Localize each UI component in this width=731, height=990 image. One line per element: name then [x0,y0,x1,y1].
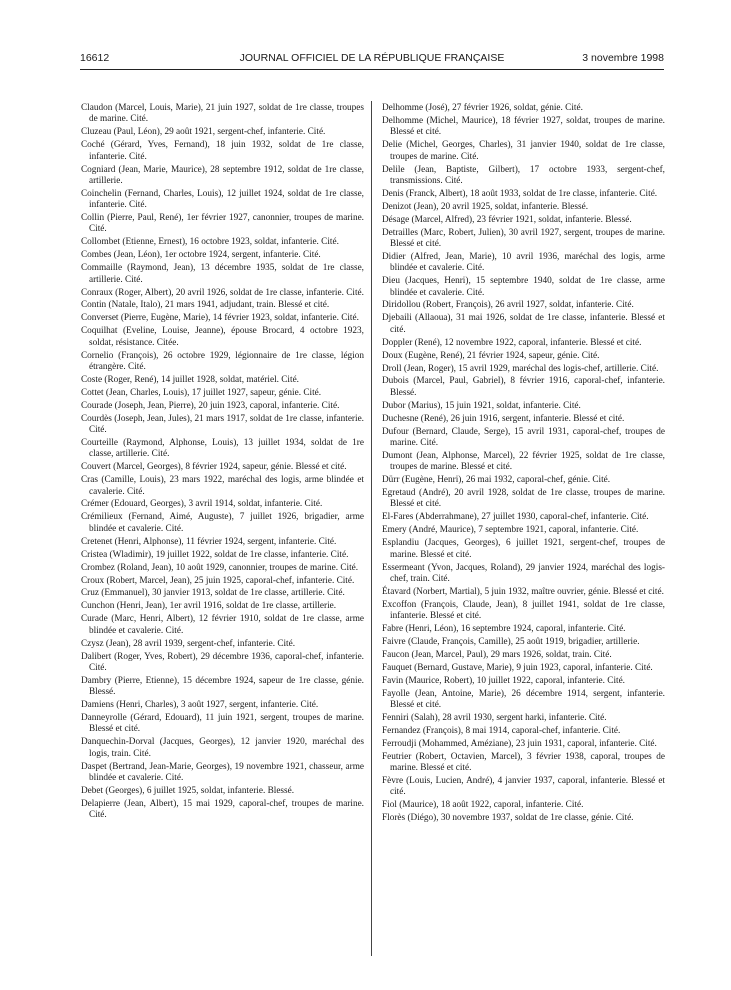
list-item: Collin (Pierre, Paul, René), 1er février 1927, canonnier, troupes de marine. Cité. [81,213,364,235]
column-divider [371,101,372,956]
list-item: Dalibert (Roger, Yves, Robert), 29 décembre 1936, caporal-chef, infanterie. Cité. [81,651,364,673]
list-item: Commaille (Raymond, Jean), 13 décembre 1935, soldat de 1re classe, artillerie. Cité. [81,263,364,285]
list-item: Crémilieux (Fernand, Aimé, Auguste), 7 juillet 1926, brigadier, arme blindée et cavalerie. Cité. [81,512,364,534]
list-item: Crémer (Edouard, Georges), 3 avril 1914, soldat, infanterie. Cité. [81,499,323,510]
list-item: Coquilhat (Eveline, Louise, Jeanne), épouse Brocard, 4 octobre 1923, soldat, résistance. Citée. [81,326,364,348]
list-item: Fiol (Maurice), 18 août 1922, caporal, infanterie. Cité. [382,800,584,811]
list-item: Fernandez (François), 8 mai 1914, caporal-chef, infanterie. Cité. [382,725,621,736]
list-item: Fabre (Henri, Léon), 16 septembre 1924, caporal, infanterie. Cité. [382,624,626,635]
list-item: Fayolle (Jean, Antoine, Marie), 26 décembre 1914, sergent, infanterie. Blessé et cité. [382,688,665,711]
list-item: Coinchelin (Fernand, Charles, Louis), 12 juillet 1924, soldat de 1re classe, infanterie. Cité. [81,188,364,211]
page-number: 16612 [80,52,110,64]
list-item: Didier (Alfred, Jean, Marie), 10 avril 1936, maréchal des logis, arme blindée et cavalerie. Cité. [382,251,665,274]
list-item: Delhomme (José), 27 février 1926, soldat, génie. Cité. [382,103,583,113]
list-item: Droll (Jean, Roger), 15 avril 1929, maréchal des logis-chef, artillerie. Cité. [382,363,659,374]
list-item: Florès (Diégo), 30 novembre 1937, soldat de 1re classe, génie. Cité. [382,813,634,824]
list-item: Cunchon (Henri, Jean), 1er avril 1916, soldat de 1re classe, artillerie. [81,601,337,612]
list-item: Feutrier (Robert, Octavien, Marcel), 3 février 1938, caporal, troupes de marine. Blessé et cité. [382,751,665,774]
list-item: Combes (Jean, Léon), 1er octobre 1924, sergent, infanterie. Cité. [81,250,321,261]
list-item: Fèvre (Louis, Lucien, André), 4 janvier 1937, caporal, infanterie. Blessé et cité. [382,776,665,798]
right-column [382,103,665,826]
list-item: Croux (Robert, Marcel, Jean), 25 juin 1925, caporal-chef, infanterie. Cité. [81,575,355,586]
list-item: Faucon (Jean, Marcel, Paul), 29 mars 1926, soldat, train. Cité. [382,649,612,660]
header-rule [80,69,664,70]
list-item: Emery (André, Maurice), 7 septembre 1921, caporal, infanterie. Cité. [382,525,639,536]
left-column [81,103,364,823]
list-item: Cretenet (Henri, Alphonse), 11 février 1924, sergent, infanterie. Cité. [81,536,337,547]
list-item: Désage (Marcel, Alfred), 23 février 1921, soldat, infanterie. Blessé. [382,214,632,225]
list-item: Fenniri (Salah), 28 avril 1930, sergent harki, infanterie. Cité. [382,713,607,724]
list-item: Coste (Roger, René), 14 juillet 1928, soldat, matériel. Cité. [81,374,299,385]
list-item: Damiens (Henri, Charles), 3 août 1927, sergent, infanterie. Cité. [81,700,319,711]
list-item: Contin (Natale, Italo), 21 mars 1941, adjudant, train. Blessé et cité. [81,300,330,311]
list-item: Dubois (Marcel, Paul, Gabriel), 8 février 1916, caporal-chef, infanterie. Blessé. [382,376,665,398]
list-item: Diridollou (Robert, François), 26 avril 1927, soldat, infanterie. Cité. [382,300,634,311]
list-item: El-Fares (Abderrahmane), 27 juillet 1930, caporal-chef, infanterie. Cité. [382,512,649,523]
list-item: Favin (Maurice, Robert), 10 juillet 1922, caporal, infanterie. Cité. [382,675,625,686]
list-item: Essermeant (Yvon, Jacques, Roland), 29 janvier 1924, maréchal des logis-chef, train. Cité. [382,562,665,584]
list-item: Crombez (Roland, Jean), 10 août 1929, canonnier, troupes de marine. Cité. [81,562,359,573]
list-item: Converset (Pierre, Eugène, Marie), 14 février 1923, soldat, infanterie. Cité. [81,313,359,324]
list-item: Egretaud (André), 20 avril 1928, soldat de 1re classe, troupes de marine. Blessé et cité. [382,488,665,510]
list-item: Excoffon (François, Claude, Jean), 8 juillet 1941, soldat de 1re classe, infanterie. Blessé et cité. [382,599,665,622]
publication-date: 3 novembre 1998 [582,52,664,64]
list-item: Coché (Gérard, Yves, Fernand), 18 juin 1932, soldat de 1re classe, infanterie. Cité. [81,140,364,162]
list-item: Dürr (Eugène, Henri), 26 mai 1932, caporal-chef, génie. Cité. [382,475,611,486]
list-item: Dieu (Jacques, Henri), 15 septembre 1940, soldat de 1re classe, arme blindée et cavalerie. Cité. [382,276,665,298]
list-item: Curade (Marc, Henri, Albert), 12 février 1910, soldat de 1re classe, arme blindée et cavalerie. Cité. [81,614,364,636]
list-item: Étavard (Norbert, Martial), 5 juin 1932, maître ouvrier, génie. Blessé et cité. [382,586,664,597]
list-item: Debet (Georges), 6 juillet 1925, soldat, infanterie. Blessé. [81,785,295,796]
list-item: Daspet (Bertrand, Jean-Marie, Georges), 19 novembre 1921, chasseur, arme blindée et cavalerie. Cité. [81,761,364,783]
list-item: Cluzeau (Paul, Léon), 29 août 1921, sergent-chef, infanterie. Cité. [81,127,326,138]
list-item: Danquechin-Dorval (Jacques, Georges), 12 janvier 1920, maréchal des logis, train. Cité. [81,737,364,759]
list-item: Dambry (Pierre, Etienne), 15 décembre 1924, sapeur de 1re classe, génie. Blessé. [81,675,364,698]
list-item: Couvert (Marcel, Georges), 8 février 1924, sapeur, génie. Blessé et cité. [81,462,347,473]
list-item: Cogniard (Jean, Marie, Maurice), 28 septembre 1912, soldat de 1re classe, artillerie. [81,164,364,186]
list-item: Courdès (Joseph, Jean, Jules), 21 mars 1917, soldat de 1re classe, infanterie. Cité. [81,413,364,436]
list-item: Doux (Eugène, René), 21 février 1924, sapeur, génie. Cité. [382,350,600,361]
list-item: Dubor (Marius), 15 juin 1921, soldat, infanterie. Cité. [382,400,581,411]
list-item: Cottet (Jean, Charles, Louis), 17 juillet 1927, sapeur, génie. Cité. [81,387,322,398]
list-item: Collombet (Etienne, Ernest), 16 octobre 1923, soldat, infanterie. Cité. [81,237,339,248]
list-item: Detrailles (Marc, Robert, Julien), 30 avril 1927, sergent, troupes de marine. Blessé et cité. [382,227,665,249]
list-item: Faivre (Claude, François, Camille), 25 août 1919, brigadier, artillerie. [382,637,640,647]
list-item: Courteille (Raymond, Alphonse, Louis), 13 juillet 1934, soldat de 1re classe, artillerie. Cité. [81,437,364,460]
list-item: Denis (Franck, Albert), 18 août 1933, soldat de 1re classe, infanterie. Cité. [382,188,658,199]
list-item: Denizot (Jean), 20 avril 1925, soldat, infanterie. Blessé. [382,201,589,212]
list-item: Dufour (Bernard, Claude, Serge), 15 avril 1931, caporal-chef, troupes de marine. Cité. [382,426,665,448]
list-item: Delile (Jean, Baptiste, Gilbert), 17 octobre 1933, sergent-chef, transmissions. Cité. [382,164,665,186]
list-item: Cornelio (François), 26 octobre 1929, légionnaire de 1re classe, légion étrangère. Cité. [81,350,364,372]
list-item: Conraux (Roger, Albert), 20 avril 1926, soldat de 1re classe, infanterie. Cité. [81,287,364,298]
list-item: Doppler (René), 12 novembre 1922, caporal, infanterie. Blessé et cité. [382,337,642,348]
list-item: Dumont (Jean, Alphonse, Marcel), 22 février 1925, soldat de 1re classe, troupes de marine. Blessé et cité. [382,450,665,473]
list-item: Ferroudji (Mohammed, Améziane), 23 juin 1931, caporal, infanterie. Cité. [382,738,657,749]
list-item: Djebaili (Allaoua), 31 mai 1926, soldat de 1re classe, infanterie. Blessé et cité. [382,313,665,335]
list-item: Cras (Camille, Louis), 23 mars 1922, maréchal des logis, arme blindée et cavalerie. Cité. [81,475,364,497]
journal-title: JOURNAL OFFICIEL DE LA RÉPUBLIQUE FRANÇAISE [239,52,505,64]
list-item: Claudon (Marcel, Louis, Marie), 21 juin 1927, soldat de 1re classe, troupes de marine. Cité. [81,103,364,125]
list-item: Fauquet (Bernard, Gustave, Marie), 9 juin 1923, caporal, infanterie. Cité. [382,662,653,673]
list-item: Delie (Michel, Georges, Charles), 31 janvier 1940, soldat de 1re classe, troupes de marine. Cité. [382,140,665,162]
page-header [80,52,664,66]
list-item: Czysz (Jean), 28 avril 1939, sergent-chef, infanterie. Cité. [81,638,296,649]
list-item: Delapierre (Jean, Albert), 15 mai 1929, caporal-chef, troupes de marine. Cité. [81,798,364,821]
list-item: Duchesne (René), 26 juin 1916, sergent, infanterie. Blessé et cité. [382,413,625,424]
list-item: Delhomme (Michel, Maurice), 18 février 1927, soldat, troupes de marine. Blessé et cité. [382,115,665,138]
list-item: Cruz (Emmanuel), 30 janvier 1913, soldat de 1re classe, artillerie. Cité. [81,588,345,599]
list-item: Courade (Joseph, Jean, Pierre), 20 juin 1923, caporal, infanterie. Cité. [81,400,340,411]
list-item: Esplandiu (Jacques, Georges), 6 juillet 1921, sergent-chef, troupes de marine. Blessé et cité. [382,538,665,560]
list-item: Cristea (Wladimir), 19 juillet 1922, soldat de 1re classe, infanterie. Cité. [81,549,349,560]
list-item: Danneyrolle (Gérard, Edouard), 11 juin 1921, sergent, troupes de marine. Blessé et cité. [81,713,364,735]
